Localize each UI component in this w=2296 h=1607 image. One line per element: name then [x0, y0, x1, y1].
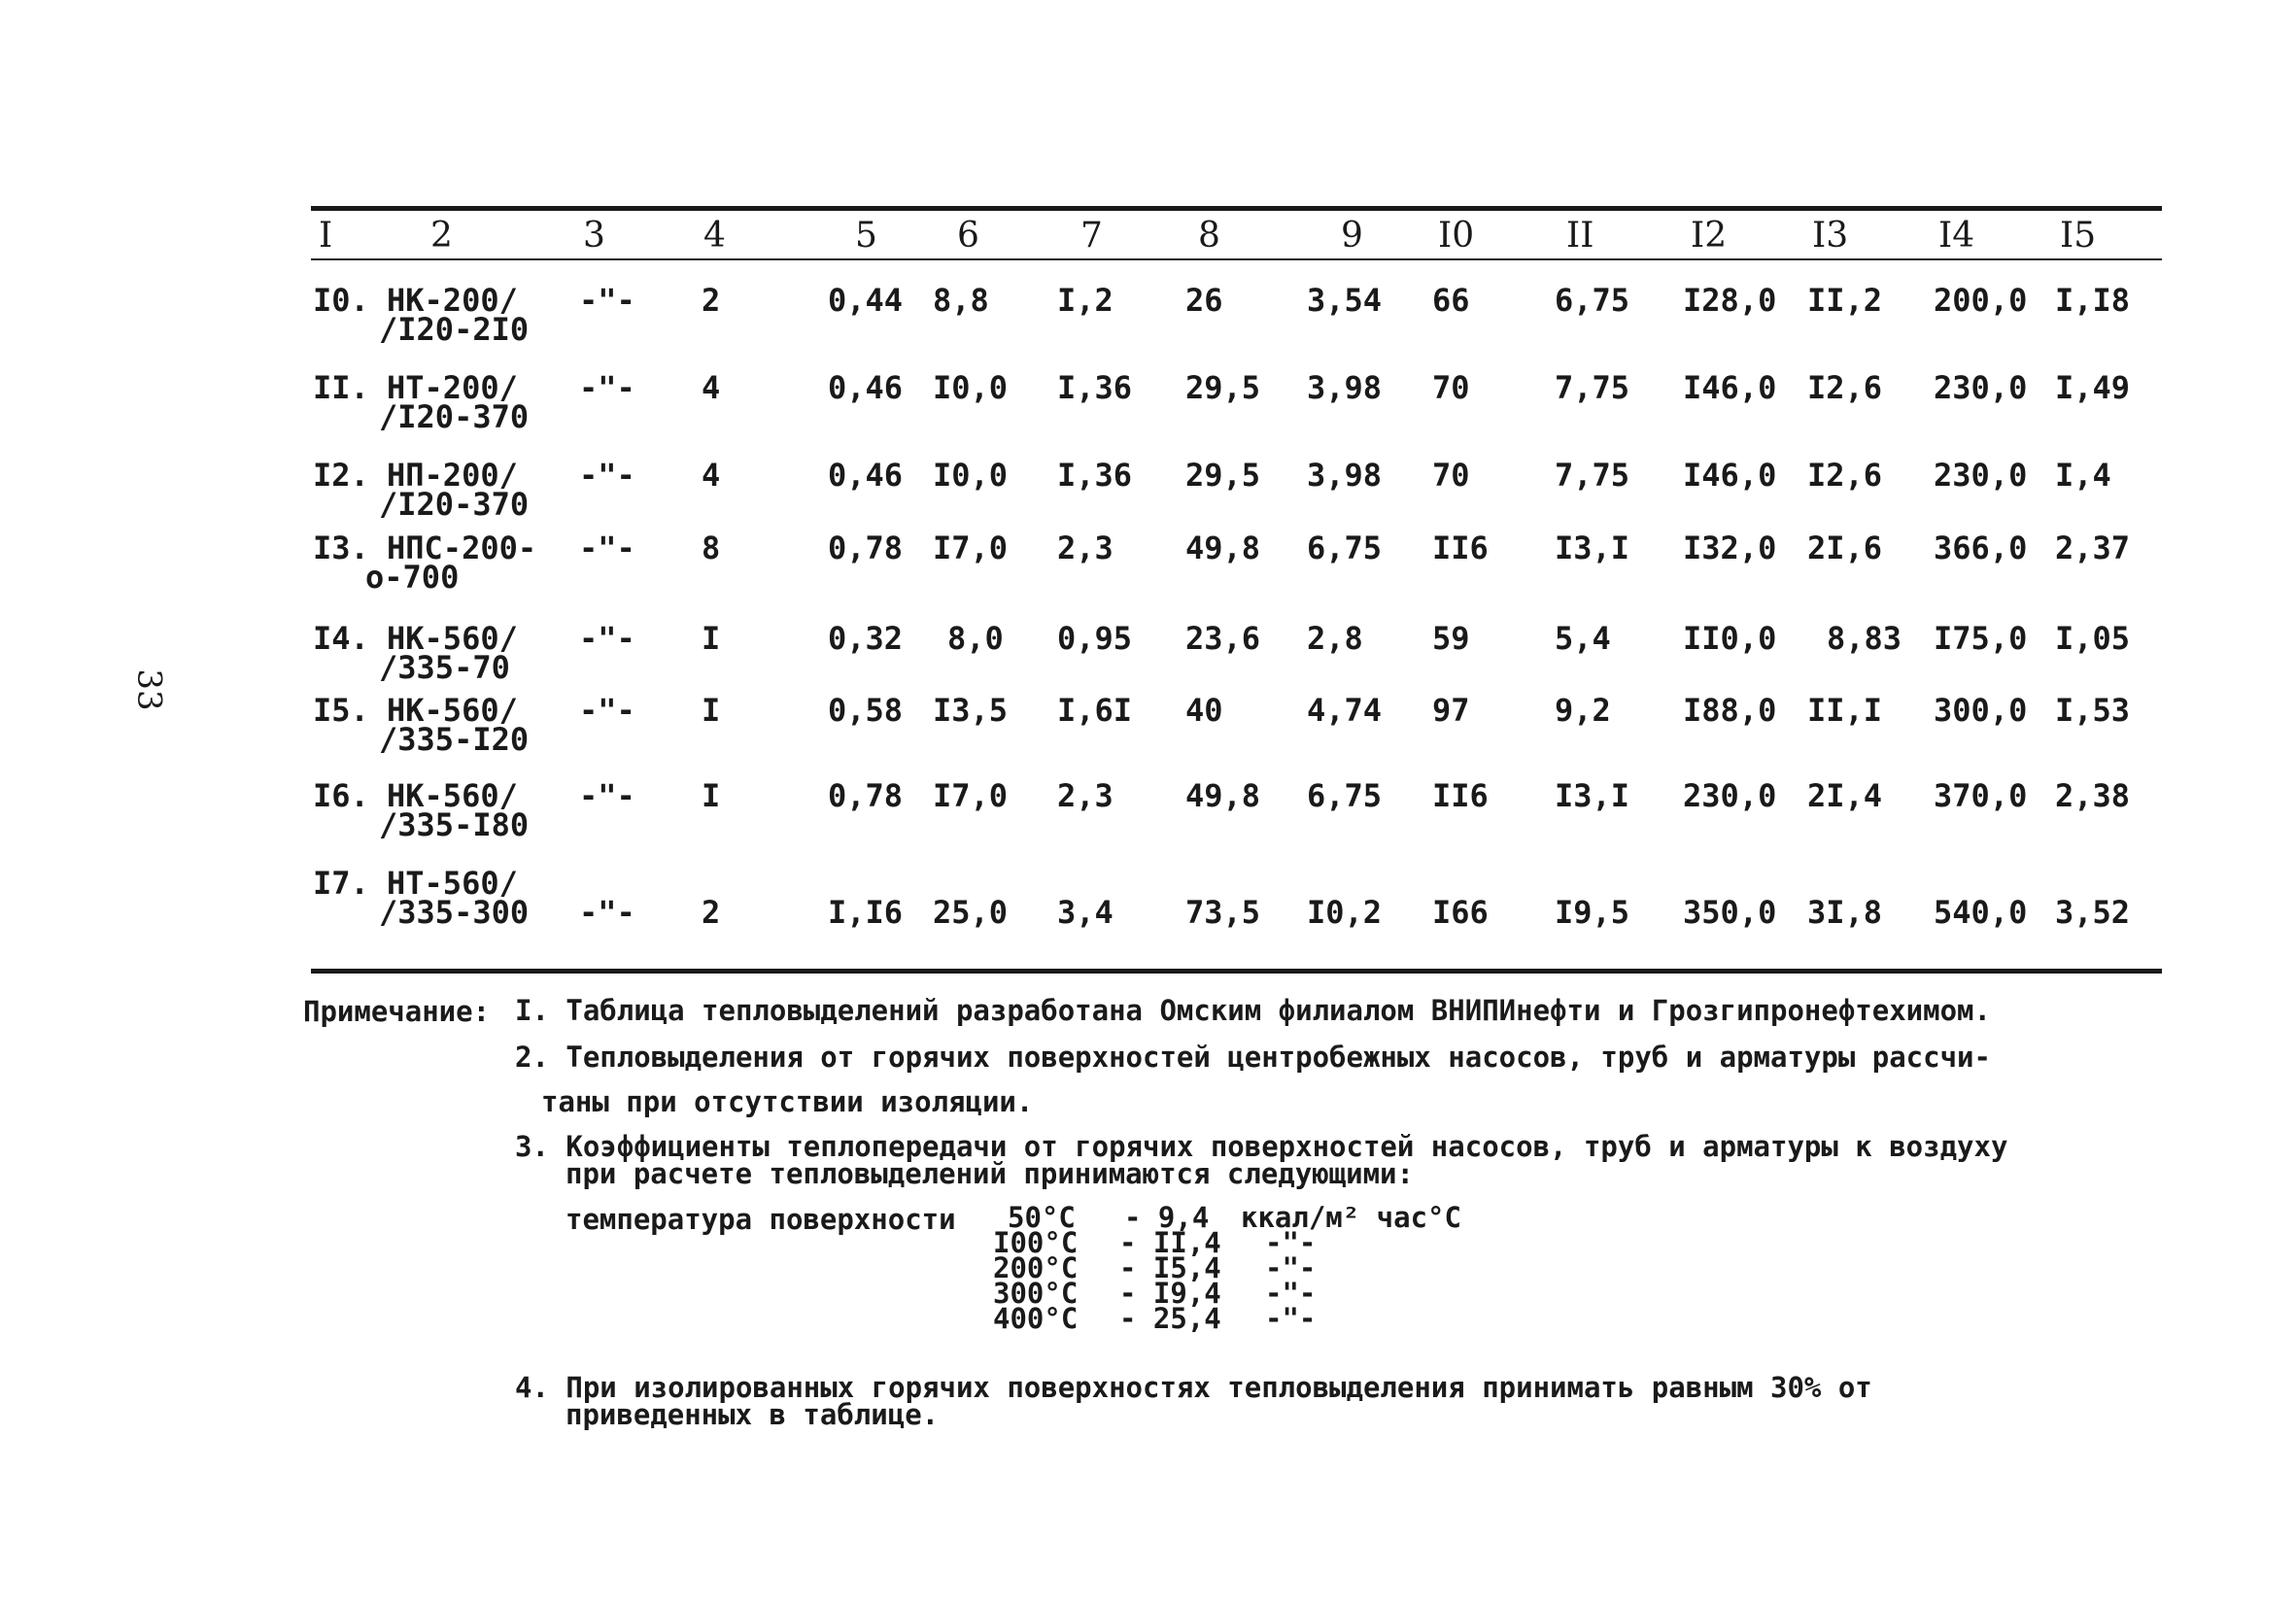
- cell-c7: 2,3: [1057, 530, 1114, 566]
- col-header-12: I2: [1691, 216, 1728, 256]
- cell-c15: 3,52: [2055, 894, 2131, 931]
- pump-name-line2: /I20-2I0: [379, 311, 530, 348]
- ditto-mark: -"-: [1265, 1251, 1317, 1284]
- col-header-15: I5: [2060, 216, 2097, 256]
- cell-c12: I32,0: [1683, 530, 1777, 566]
- cell-c3: -"-: [579, 369, 635, 406]
- cell-c3: -"-: [579, 530, 635, 566]
- cell-c6: 25,0: [933, 894, 1009, 931]
- col-header-14: I4: [1938, 216, 1975, 256]
- cell-c8: 23,6: [1185, 620, 1261, 657]
- table-row: [0, 369, 2296, 457]
- cell-c9: 3,98: [1307, 457, 1383, 494]
- cell-c10: I66: [1432, 894, 1489, 931]
- table-top-rule: [311, 206, 2162, 211]
- cell-c4: 8: [702, 530, 721, 566]
- cell-c10: 70: [1432, 369, 1470, 406]
- cell-c14: 230,0: [1934, 457, 2028, 494]
- cell-c15: I,05: [2055, 620, 2131, 657]
- cell-c4: 2: [702, 894, 721, 931]
- pump-name-line1: НП-200/: [387, 457, 518, 494]
- cell-c11: 5,4: [1555, 620, 1611, 657]
- cell-c11: I9,5: [1555, 894, 1630, 931]
- pump-name-line1: НПС-200-: [387, 530, 537, 566]
- cell-c13: 2I,4: [1807, 777, 1883, 814]
- cell-c5: 0,78: [828, 777, 904, 814]
- cell-c6: 8,8: [933, 282, 989, 319]
- cell-c13: II,I: [1807, 692, 1883, 729]
- ditto-mark: -"-: [1265, 1277, 1317, 1310]
- pump-name-line2: /335-I80: [379, 806, 530, 843]
- cell-c5: 0,46: [828, 369, 904, 406]
- cell-c10: II6: [1432, 777, 1489, 814]
- row-number: I5.: [313, 692, 369, 729]
- col-header-1: I: [319, 216, 333, 256]
- cell-c6: I7,0: [933, 777, 1009, 814]
- cell-c15: I,49: [2055, 369, 2131, 406]
- cell-c7: 0,95: [1057, 620, 1133, 657]
- table-header-rule: [311, 258, 2162, 260]
- cell-c4: 2: [702, 282, 721, 319]
- cell-c7: I,2: [1057, 282, 1114, 319]
- cell-c10: II6: [1432, 530, 1489, 566]
- cell-c7: I,36: [1057, 369, 1133, 406]
- cell-c15: 2,38: [2055, 777, 2131, 814]
- col-header-10: I0: [1438, 216, 1475, 256]
- cell-c12: I28,0: [1683, 282, 1777, 319]
- cell-c12: I46,0: [1683, 457, 1777, 494]
- cell-c4: 4: [702, 457, 721, 494]
- table-row: [0, 692, 2296, 779]
- cell-c9: 3,54: [1307, 282, 1383, 319]
- cell-c6: I3,5: [933, 692, 1009, 729]
- cell-c13: 3I,8: [1807, 894, 1883, 931]
- col-header-5: 5: [855, 216, 877, 256]
- note-3-line1: 3. Коэффициенты теплопередачи от горячих поверхностей насосов, труб и арматуры к воздуху: [515, 1130, 2008, 1163]
- cell-c3: -"-: [579, 894, 635, 931]
- pump-name-line2: /I20-370: [379, 398, 530, 435]
- cell-c9: 6,75: [1307, 530, 1383, 566]
- cell-c8: 29,5: [1185, 457, 1261, 494]
- temp-100: I00°C: [993, 1226, 1079, 1259]
- temp-300: 300°C: [993, 1277, 1079, 1310]
- temp-100-value: - II,4: [1119, 1226, 1221, 1259]
- col-header-2: 2: [430, 216, 453, 256]
- cell-c3: -"-: [579, 282, 635, 319]
- cell-c8: 49,8: [1185, 530, 1261, 566]
- temp-200: 200°C: [993, 1251, 1079, 1284]
- table-bottom-rule: [311, 969, 2162, 974]
- cell-c12: 350,0: [1683, 894, 1777, 931]
- note-4-line2: приведенных в таблице.: [565, 1398, 940, 1431]
- cell-c13: 2I,6: [1807, 530, 1883, 566]
- cell-c13: 8,83: [1827, 620, 1902, 657]
- row-number: I0.: [313, 282, 369, 319]
- note-4-line1: 4. При изолированных горячих поверхностях тепловыделения принимать равным 30% от: [515, 1371, 1872, 1404]
- pump-name-line2: о-700: [365, 559, 460, 596]
- cell-c15: I,53: [2055, 692, 2131, 729]
- col-header-9: 9: [1341, 216, 1363, 256]
- table-row: [0, 777, 2296, 865]
- cell-c4: 4: [702, 369, 721, 406]
- cell-c6: I0,0: [933, 457, 1009, 494]
- cell-c7: 2,3: [1057, 777, 1114, 814]
- temp-50: 50°C: [1008, 1201, 1076, 1234]
- pump-name-line1: НК-560/: [387, 777, 518, 814]
- cell-c7: I,6I: [1057, 692, 1133, 729]
- col-header-13: I3: [1812, 216, 1849, 256]
- cell-c8: 40: [1185, 692, 1223, 729]
- cell-c14: 370,0: [1934, 777, 2028, 814]
- note-1: I. Таблица тепловыделений разработана Омским филиалом ВНИПИнефти и Грозгипронефтехимом.: [515, 994, 1991, 1027]
- cell-c9: 6,75: [1307, 777, 1383, 814]
- cell-c9: I0,2: [1307, 894, 1383, 931]
- cell-c10: 97: [1432, 692, 1470, 729]
- cell-c12: I88,0: [1683, 692, 1777, 729]
- pump-name-line1: НТ-200/: [387, 369, 518, 406]
- row-number: I7.: [313, 865, 369, 902]
- cell-c11: 9,2: [1555, 692, 1611, 729]
- note-2-line2: таны при отсутствии изоляции.: [541, 1085, 1034, 1118]
- pump-name-line2: /335-70: [379, 649, 510, 686]
- cell-c13: II,2: [1807, 282, 1883, 319]
- cell-c11: I3,I: [1555, 530, 1630, 566]
- cell-c7: I,36: [1057, 457, 1133, 494]
- row-number: II.: [313, 369, 369, 406]
- cell-c12: 230,0: [1683, 777, 1777, 814]
- ditto-mark: -"-: [1265, 1302, 1317, 1335]
- temp-50-value: - 9,4: [1124, 1201, 1210, 1234]
- table-row: [0, 865, 2296, 952]
- pump-name-line2: /335-300: [379, 894, 530, 931]
- cell-c3: -"-: [579, 692, 635, 729]
- row-number: I6.: [313, 777, 369, 814]
- cell-c5: 0,46: [828, 457, 904, 494]
- cell-c5: 0,78: [828, 530, 904, 566]
- note-3-line2: при расчете тепловыделений принимаются следующими:: [565, 1157, 1414, 1190]
- temp-label: температура поверхности: [565, 1203, 956, 1236]
- cell-c7: 3,4: [1057, 894, 1114, 931]
- cell-c5: 0,58: [828, 692, 904, 729]
- cell-c12: I46,0: [1683, 369, 1777, 406]
- cell-c4: I: [702, 692, 721, 729]
- cell-c9: 4,74: [1307, 692, 1383, 729]
- pump-name-line2: /I20-370: [379, 486, 530, 523]
- cell-c8: 26: [1185, 282, 1223, 319]
- cell-c14: 366,0: [1934, 530, 2028, 566]
- cell-c6: I0,0: [933, 369, 1009, 406]
- cell-c9: 2,8: [1307, 620, 1363, 657]
- table-row: [0, 530, 2296, 617]
- cell-c15: 2,37: [2055, 530, 2131, 566]
- row-number: I4.: [313, 620, 369, 657]
- cell-c3: -"-: [579, 777, 635, 814]
- cell-c8: 49,8: [1185, 777, 1261, 814]
- cell-c14: 230,0: [1934, 369, 2028, 406]
- cell-c6: I7,0: [933, 530, 1009, 566]
- cell-c15: I,4: [2055, 457, 2111, 494]
- temp-400: 400°C: [993, 1302, 1079, 1335]
- cell-c11: I3,I: [1555, 777, 1630, 814]
- cell-c14: 300,0: [1934, 692, 2028, 729]
- cell-c3: -"-: [579, 620, 635, 657]
- cell-c13: I2,6: [1807, 369, 1883, 406]
- cell-c4: I: [702, 620, 721, 657]
- cell-c13: I2,6: [1807, 457, 1883, 494]
- page-number: 33: [129, 668, 169, 711]
- cell-c5: 0,44: [828, 282, 904, 319]
- pump-name-line1: НТ-560/: [387, 865, 518, 902]
- pump-name-line1: НК-200/: [387, 282, 518, 319]
- cell-c5: 0,32: [828, 620, 904, 657]
- cell-c4: I: [702, 777, 721, 814]
- cell-c14: 200,0: [1934, 282, 2028, 319]
- pump-name-line1: НК-560/: [387, 692, 518, 729]
- cell-c10: 66: [1432, 282, 1470, 319]
- table-row: [0, 282, 2296, 369]
- temp-200-value: - I5,4: [1119, 1251, 1221, 1284]
- cell-c11: 6,75: [1555, 282, 1630, 319]
- cell-c14: 540,0: [1934, 894, 2028, 931]
- col-header-11: II: [1566, 216, 1594, 256]
- temp-300-value: - I9,4: [1119, 1277, 1221, 1310]
- cell-c10: 59: [1432, 620, 1470, 657]
- cell-c12: II0,0: [1683, 620, 1777, 657]
- cell-c15: I,I8: [2055, 282, 2131, 319]
- cell-c3: -"-: [579, 457, 635, 494]
- temp-unit: ккал/м² час°C: [1241, 1201, 1461, 1234]
- col-header-8: 8: [1198, 216, 1220, 256]
- cell-c11: 7,75: [1555, 457, 1630, 494]
- col-header-6: 6: [957, 216, 979, 256]
- cell-c14: I75,0: [1934, 620, 2028, 657]
- note-2-line1: 2. Тепловыделения от горячих поверхностей центробежных насосов, труб и арматуры рассчи-: [515, 1041, 1991, 1074]
- ditto-mark: -"-: [1265, 1226, 1317, 1259]
- temp-table: [993, 1201, 1513, 1351]
- cell-c10: 70: [1432, 457, 1470, 494]
- col-header-4: 4: [703, 216, 726, 256]
- notes-label: Примечание:: [303, 995, 491, 1028]
- cell-c6: 8,0: [947, 620, 1004, 657]
- row-number: I2.: [313, 457, 369, 494]
- cell-c11: 7,75: [1555, 369, 1630, 406]
- cell-c8: 73,5: [1185, 894, 1261, 931]
- cell-c9: 3,98: [1307, 369, 1383, 406]
- cell-c5: I,I6: [828, 894, 904, 931]
- pump-name-line2: /335-I20: [379, 721, 530, 758]
- col-header-7: 7: [1080, 216, 1103, 256]
- temp-400-value: - 25,4: [1119, 1302, 1221, 1335]
- row-number: I3.: [313, 530, 369, 566]
- col-header-3: 3: [583, 216, 605, 256]
- pump-name-line1: НК-560/: [387, 620, 518, 657]
- cell-c8: 29,5: [1185, 369, 1261, 406]
